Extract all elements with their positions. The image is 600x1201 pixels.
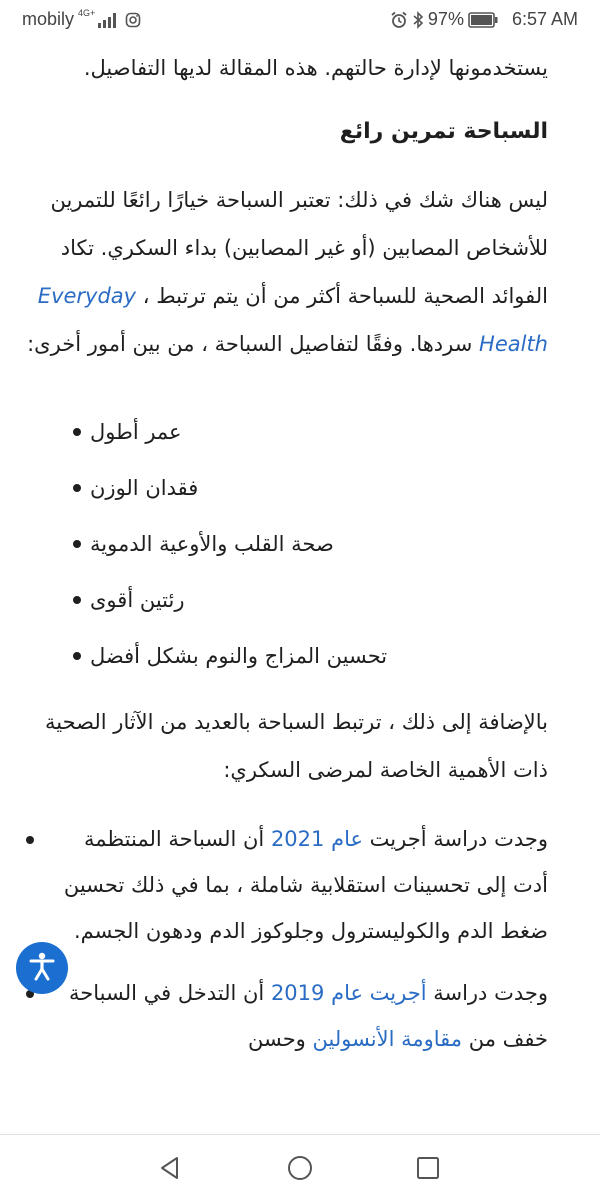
battery-icon (468, 12, 498, 28)
network-type: 4G+ (78, 8, 96, 18)
list-item (18, 970, 548, 1062)
bullet-dot (73, 428, 81, 436)
list-item (18, 460, 548, 516)
study-text-post: أن السباحة المنتظمة أدت إلى تحسينات استقلابية شاملة ، بما في ذلك تحسين ضغط الدم والكوليسترول وجلوكوز الدم ودهون الجسم. (63, 827, 548, 943)
recent-apps-button[interactable] (413, 1153, 443, 1183)
study-text-pre: وجدت دراسة أجريت (363, 827, 548, 851)
bluetooth-icon (412, 11, 424, 29)
swimming-paragraph-tail: سردها. وفقًا لتفاصيل السباحة ، من بين أمور أخرى: (27, 332, 473, 356)
bullet-dot (73, 484, 81, 492)
study-2021-link[interactable]: عام 2021 (270, 827, 363, 851)
swimming-paragraph-text: ليس هناك شك في ذلك: تعتبر السباحة خيارًا رائعًا للتمرين للأشخاص المصابين (أو غير المصابين) بداء السكري. تكاد الفوائد الصحية للسباحة أكثر من أن يتم ترتبط ، (50, 188, 548, 308)
battery-percent: 97% (427, 9, 464, 29)
carrier-name: mobily (22, 9, 75, 29)
list-item (18, 516, 548, 572)
home-button[interactable] (285, 1153, 315, 1183)
study-text-pre: وجدت دراسة (426, 981, 548, 1005)
bullet-dot (26, 836, 34, 844)
bullet-dot (73, 540, 81, 548)
back-button[interactable] (155, 1153, 185, 1183)
signal-icon (97, 11, 119, 29)
bullet-dot (73, 652, 81, 660)
study-text-post: وحسن (247, 1027, 313, 1051)
status-left (22, 9, 141, 30)
study-2019-link[interactable]: أجريت عام 2019 (270, 981, 427, 1005)
status-right (390, 9, 578, 30)
list-item (18, 628, 548, 684)
intro-paragraph-tail: يستخدمونها لإدارة حالتهم. هذه المقالة لديها التفاصيل. (83, 56, 548, 80)
insulin-resistance-link[interactable]: مقاومة الأنسولين (312, 1027, 463, 1051)
recent-apps-icon (413, 1153, 443, 1183)
navigation-bar (0, 1134, 600, 1201)
clock: 6:57 AM (511, 9, 578, 29)
benefit-text: صحة القلب والأوعية الدموية (90, 532, 334, 556)
benefit-text: فقدان الوزن (90, 476, 199, 500)
bullet-dot (73, 596, 81, 604)
status-bar (0, 0, 600, 40)
instagram-icon (125, 12, 141, 28)
list-item (18, 572, 548, 628)
back-icon (155, 1153, 185, 1183)
benefits-list-rendered (18, 404, 548, 684)
benefit-text: عمر أطول (90, 420, 182, 444)
benefit-text: تحسين المزاج والنوم بشكل أفضل (90, 644, 388, 668)
article-body (18, 44, 548, 1078)
home-icon (285, 1153, 315, 1183)
diabetes-paragraph: بالإضافة إلى ذلك ، ترتبط السباحة بالعديد من الآثار الصحية ذات الأهمية الخاصة لمرضى السكري: (45, 710, 548, 782)
study-text-mid: أن التدخل في السباحة خفف من (69, 981, 548, 1051)
list-item (18, 816, 548, 954)
list-item (18, 404, 548, 460)
accessibility-icon (25, 949, 59, 987)
accessibility-button[interactable] (16, 942, 68, 994)
studies-list (18, 816, 548, 1062)
section-heading: السباحة تمرين رائع (339, 119, 548, 144)
alarm-icon (390, 11, 408, 29)
swimming-paragraph (18, 176, 548, 368)
everyday-health-link[interactable]: Everyday Health (37, 284, 548, 356)
benefit-text: رئتين أقوى (90, 588, 185, 612)
